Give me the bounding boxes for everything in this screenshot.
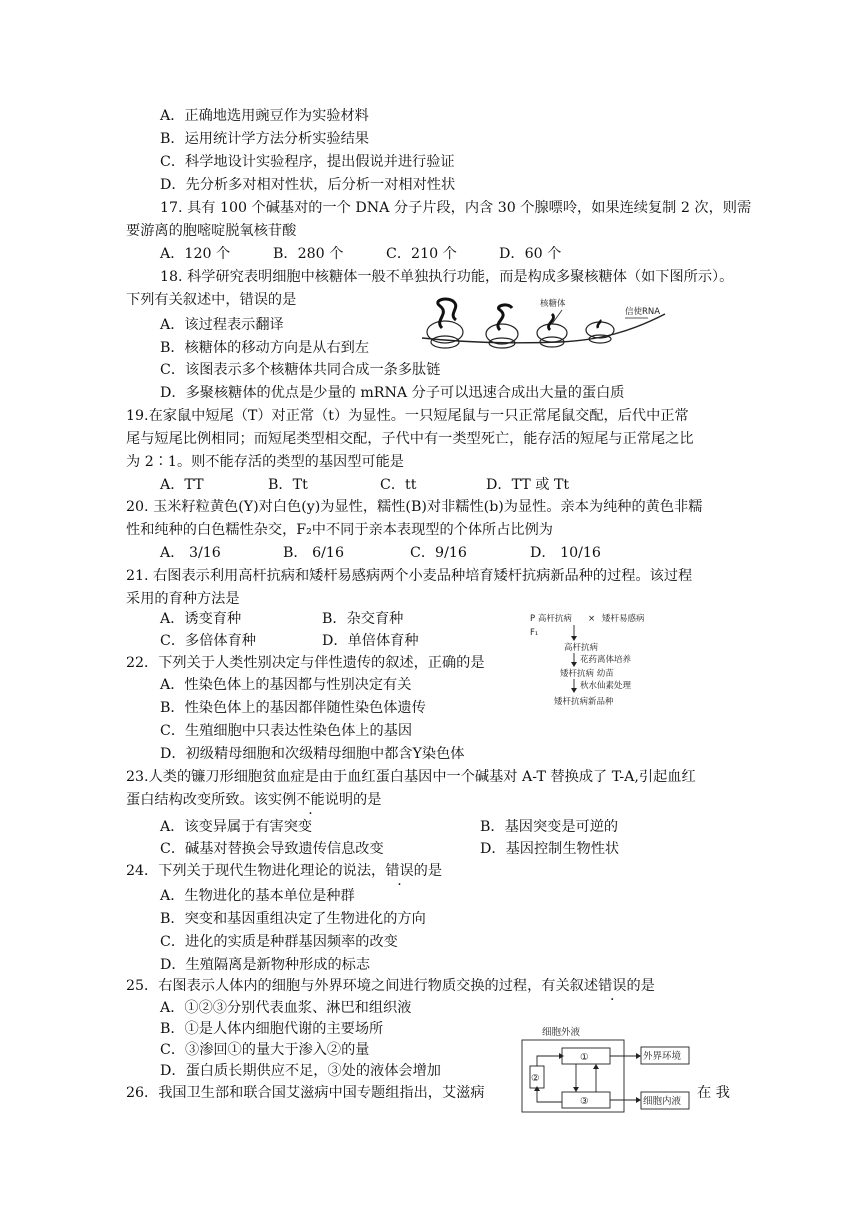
mrna-label: 信使RNA	[625, 307, 661, 317]
q25-option-d: D．蛋白质长期供应不足，③处的液体会增加	[160, 1063, 441, 1079]
q19-stem-line3: 为 2∶1。则不能存活的类型的基因型可能是	[126, 454, 404, 470]
p-label: P 高杆抗病	[530, 614, 572, 624]
q21-stem-line2: 采用的育种方法是	[126, 591, 240, 607]
q25-stem	[126, 976, 655, 996]
q17-stem-line2: 要游离的胞嘧啶脱氧核苷酸	[126, 223, 297, 239]
q26-stem-tail: 在 我	[697, 1085, 730, 1101]
q24-option-b: B．突变和基因重组决定了生物进化的方向	[160, 911, 426, 927]
polyribosome-figure	[420, 292, 680, 358]
q21-option-a: A．诱变育种	[160, 611, 242, 627]
q24-stem-part3: 的是	[413, 863, 443, 879]
q18-option-c: C．该图表示多个核糖体共同合成一条多肽链	[160, 362, 441, 378]
q23-emphasis: 不能	[296, 792, 325, 808]
q18-option-a: A．该过程表示翻译	[160, 317, 284, 333]
q26-stem: 26．我国卫生部和联合国艾滋病中国专题组指出，艾滋病	[126, 1085, 485, 1101]
extracellular-fluid-title: 细胞外液	[542, 1027, 581, 1038]
q21-stem-line1: 21. 右图表示利用高杆抗病和矮杆易感病两个小麦品种培育矮杆抗病新品种的过程。该过程	[126, 568, 693, 584]
q18-stem-line2: 下列有关叙述中，错误的是	[126, 292, 297, 308]
q23-stem-part1: 蛋白结构改变所致。该实例	[126, 792, 297, 808]
q20-option-a: A． 3/16	[160, 545, 221, 561]
q20-option-c: C．9/16	[410, 545, 467, 561]
q20-stem-line2: 性和纯种的白色糯性杂交，F₂中不同于亲本表现型的个体所占比例为	[126, 522, 553, 538]
step3-label: 矮杆抗病新品种	[554, 697, 614, 707]
q19-option-b: B．Tt	[268, 477, 308, 493]
q19-stem-line2: 尾与短尾比例相同；而短尾类型相交配，子代中有一类型死亡，能存活的短尾与正常尾之比	[126, 431, 694, 447]
q25-option-a: A．①②③分别代表血浆、淋巴和组织液	[160, 1000, 412, 1016]
q18-stem-line1: 18. 科学研究表明细胞中核糖体一般不单独执行功能，而是构成多聚核糖体（如下图所示）。	[160, 269, 734, 285]
fluid-1: ①	[580, 1052, 589, 1063]
step1-label: 高杆抗病	[564, 643, 599, 653]
q23-stem-part3: 说明的是	[324, 792, 382, 808]
q16-option-a: A．正确地选用豌豆作为实验材料	[160, 108, 369, 124]
body-fluid-figure	[516, 1024, 696, 1116]
q23-option-a: A．该变异属于有害突变	[160, 819, 313, 835]
ribosome-label: 核糖体	[540, 299, 566, 309]
q17-option-b: B．280 个	[273, 246, 344, 262]
q23-stem-line2	[126, 790, 381, 810]
q20-option-b: B． 6/16	[283, 545, 344, 561]
step2-note: 秋水仙素处理	[580, 681, 632, 691]
q25-stem-part1: 25．右图表示人体内的细胞与外界环境之间进行物质交换的过程，有关叙述	[126, 978, 599, 994]
q22-option-a: A．性染色体上的基因都与性别决定有关	[160, 677, 412, 693]
q17-option-a: A．120 个	[160, 246, 231, 262]
q23-stem-line1: 23.人类的镰刀形细胞贫血症是由于血红蛋白基因中一个碱基对 A-T 替换成了 T-A,引起血红	[126, 769, 696, 785]
fluid-3: ③	[580, 1096, 589, 1107]
q16-option-b: B．运用统计学方法分析实验结果	[160, 131, 370, 147]
q21-option-c: C．多倍体育种	[160, 633, 256, 649]
q17-option-c: C．210 个	[386, 246, 457, 262]
q25-option-b: B．①是人体内细胞代谢的主要场所	[160, 1021, 384, 1037]
intracellular-fluid: 细胞内液	[643, 1096, 682, 1107]
q24-option-a: A．生物进化的基本单位是种群	[160, 888, 355, 904]
q22-option-d: D．初级精母细胞和次级精母细胞中都含Y染色体	[160, 746, 465, 762]
q19-option-a: A．TT	[160, 477, 204, 493]
p2-label: 矮杆易感病	[602, 614, 645, 624]
q19-option-c: C．tt	[380, 477, 417, 493]
q17-option-d: D．60 个	[499, 246, 562, 262]
q25-stem-part3: 的是	[626, 978, 655, 994]
cross-symbol: ×	[588, 614, 596, 624]
q23-option-c: C．碱基对替换会导致遗传信息改变	[160, 841, 384, 857]
q18-option-d: D．多聚核糖体的优点是少量的 mRNA 分子可以迅速合成出大量的蛋白质	[160, 385, 625, 401]
q16-option-d: D．先分析多对相对性状，后分析一对相对性状	[160, 177, 456, 193]
external-environment: 外界环境	[643, 1051, 682, 1062]
q25-emphasis: 错误	[598, 978, 627, 994]
q24-stem-part1: 24．下列关于现代生物进化理论的说法，	[126, 863, 386, 879]
q24-option-c: C．进化的实质是种群基因频率的改变	[160, 934, 398, 950]
q17-stem-line1: 17. 具有 100 个碱基对的一个 DNA 分子片段，内含 30 个腺嘌呤，如果连续复制 2 次，则需	[160, 200, 752, 216]
q20-stem-line1: 20. 玉米籽粒黄色(Y)对白色(y)为显性，糯性(B)对非糯性(b)为显性。亲本为纯种的黄色非糯	[126, 499, 703, 515]
q22-option-b: B．性染色体上的基因都伴随性染色体遗传	[160, 700, 426, 716]
fluid-2: ②	[531, 1073, 540, 1084]
q24-emphasis: 错误	[385, 863, 414, 879]
q19-option-d: D．TT 或 Tt	[486, 477, 570, 493]
q25-option-c: C．③渗回①的量大于渗入②的量	[160, 1042, 370, 1058]
step1-note: 花药离体培养	[580, 655, 632, 665]
q24-stem	[126, 861, 442, 881]
q21-option-b: B．杂交育种	[322, 611, 404, 627]
q16-option-c: C．科学地设计实验程序，提出假说并进行验证	[160, 154, 455, 170]
q24-option-d: D．生殖隔离是新物种形成的标志	[160, 957, 371, 973]
q22-stem: 22．下列关于人类性别决定与伴性遗传的叙述，正确的是	[126, 655, 485, 671]
q18-option-b: B．核糖体的移动方向是从右到左	[160, 340, 370, 356]
breeding-figure	[528, 612, 688, 712]
q22-option-c: C．生殖细胞中只表达性染色体上的基因	[160, 723, 413, 739]
q20-option-d: D． 10/16	[530, 545, 601, 561]
q19-stem-line1: 19.在家鼠中短尾（T）对正常（t）为显性。一只短尾鼠与一只正常尾鼠交配，后代中正常	[126, 408, 689, 424]
q23-option-b: B．基因突变是可逆的	[480, 819, 619, 835]
q21-option-d: D．单倍体育种	[322, 633, 419, 649]
f1-label: F₁	[530, 628, 539, 638]
q23-option-d: D．基因控制生物性状	[480, 841, 620, 857]
step2-label: 矮杆抗病 幼苗	[560, 669, 614, 679]
